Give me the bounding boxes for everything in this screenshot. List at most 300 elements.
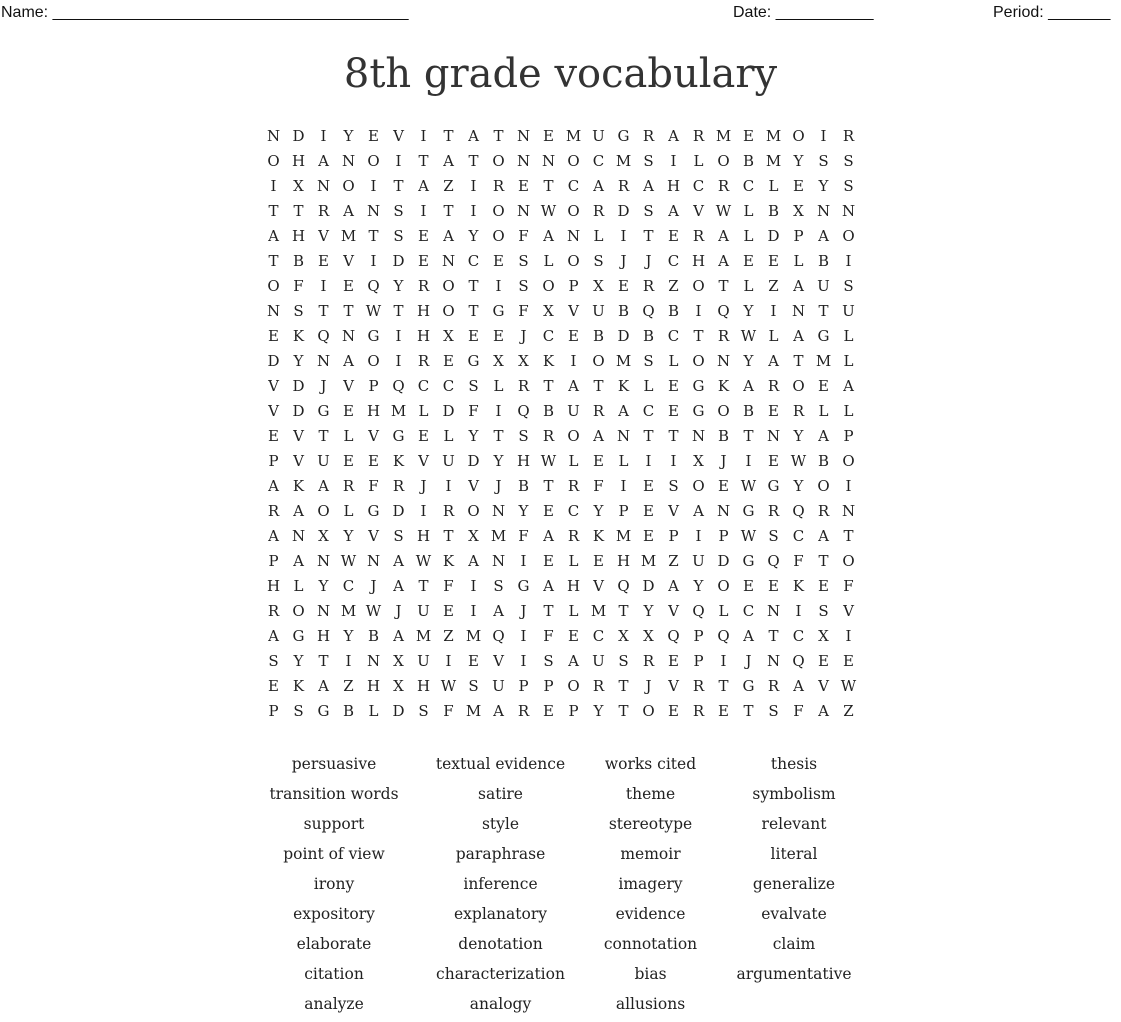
grid-letter: A — [618, 402, 629, 420]
grid-letter: Y — [693, 577, 704, 595]
grid-letter: D — [442, 402, 455, 420]
grid-letter: A — [318, 677, 329, 695]
grid-letter: T — [618, 602, 629, 620]
grid-letter: I — [420, 502, 427, 520]
grid-letter: A — [268, 527, 279, 545]
grid-letter: M — [490, 527, 507, 545]
grid-letter: N — [341, 152, 356, 170]
grid-letter: F — [368, 477, 379, 495]
grid-letter: N — [441, 252, 456, 270]
grid-letter: A — [593, 177, 604, 195]
grid-letter: T — [443, 202, 454, 220]
grid-letter: A — [718, 227, 729, 245]
grid-letter: X — [818, 627, 829, 645]
grid-letter: V — [293, 452, 304, 470]
grid-letter: L — [343, 502, 354, 520]
grid-letter: S — [468, 377, 479, 395]
grid-letter: O — [717, 402, 730, 420]
grid-letter: E — [343, 277, 354, 295]
grid-letter: A — [393, 552, 404, 570]
grid-letter: A — [768, 352, 779, 370]
grid-letter: G — [742, 502, 755, 520]
grid-letter: L — [768, 327, 779, 345]
grid-letter: O — [442, 277, 455, 295]
grid-letter: R — [767, 502, 780, 520]
grid-letter: V — [368, 427, 379, 445]
grid-letter: T — [268, 252, 279, 270]
grid-letter: X — [443, 327, 454, 345]
grid-letter: E — [443, 352, 454, 370]
grid-letter: N — [766, 602, 781, 620]
grid-row — [261, 249, 861, 274]
grid-letter: R — [517, 377, 530, 395]
grid-letter: F — [293, 277, 304, 295]
grid-letter: V — [568, 302, 579, 320]
grid-letter: C — [542, 327, 555, 345]
grid-letter: J — [495, 477, 502, 495]
grid-letter: E — [718, 702, 729, 720]
grid-letter: U — [817, 277, 830, 295]
grid-letter: H — [366, 402, 381, 420]
word-bank-item: transition words — [269, 785, 399, 803]
grid-letter: P — [268, 552, 279, 570]
word-bank-item: stereotype — [608, 815, 693, 833]
grid-letter: C — [417, 377, 430, 395]
grid-letter: E — [418, 252, 429, 270]
grid-letter: E — [743, 252, 754, 270]
grid-letter: I — [520, 552, 527, 570]
grid-letter: W — [365, 302, 382, 320]
grid-letter: E — [768, 577, 779, 595]
grid-letter: I — [620, 227, 627, 245]
grid-letter: F — [518, 227, 529, 245]
grid-letter: I — [645, 452, 652, 470]
grid-letter: N — [366, 652, 381, 670]
grid-letter: M — [465, 702, 482, 720]
grid-letter: C — [442, 377, 455, 395]
grid-letter: N — [816, 202, 831, 220]
grid-row — [261, 549, 861, 574]
grid-letter: N — [341, 327, 356, 345]
grid-letter: T — [643, 427, 654, 445]
word-bank-item: analogy — [469, 995, 532, 1013]
grid-letter: T — [543, 377, 554, 395]
grid-letter: D — [767, 227, 780, 245]
grid-letter: R — [267, 502, 280, 520]
grid-letter: E — [268, 677, 279, 695]
grid-letter: S — [518, 427, 529, 445]
grid-letter: D — [717, 552, 730, 570]
grid-letter: A — [393, 627, 404, 645]
grid-letter: L — [543, 252, 554, 270]
grid-letter: O — [567, 677, 580, 695]
grid-letter: Y — [468, 227, 479, 245]
grid-letter: E — [768, 252, 779, 270]
grid-letter: T — [318, 652, 329, 670]
grid-letter: Z — [768, 277, 779, 295]
grid-letter: T — [618, 702, 629, 720]
grid-letter: N — [766, 427, 781, 445]
grid-letter: T — [443, 127, 454, 145]
grid-letter: T — [543, 477, 554, 495]
grid-letter: S — [468, 677, 479, 695]
grid-letter: L — [343, 427, 354, 445]
grid-letter: A — [318, 152, 329, 170]
grid-letter: C — [567, 177, 580, 195]
word-bank-row — [259, 782, 879, 812]
grid-letter: E — [643, 477, 654, 495]
grid-letter: D — [292, 377, 305, 395]
grid-letter: T — [793, 352, 804, 370]
grid-row — [261, 274, 861, 299]
grid-letter: P — [693, 652, 704, 670]
grid-letter: L — [843, 402, 854, 420]
grid-letter: M — [640, 552, 657, 570]
grid-letter: P — [543, 677, 554, 695]
grid-letter: N — [516, 127, 531, 145]
grid-letter: O — [567, 252, 580, 270]
grid-letter: F — [843, 577, 854, 595]
grid-letter: U — [592, 652, 605, 670]
grid-letter: D — [292, 402, 305, 420]
grid-letter: I — [470, 602, 477, 620]
grid-letter: Y — [593, 702, 604, 720]
grid-letter: F — [468, 402, 479, 420]
grid-letter: J — [370, 577, 377, 595]
grid-letter: C — [567, 502, 580, 520]
grid-letter: I — [395, 327, 402, 345]
grid-letter: Z — [343, 677, 354, 695]
grid-letter: U — [692, 552, 705, 570]
grid-letter: A — [443, 227, 454, 245]
grid-letter: K — [292, 477, 305, 495]
grid-letter: A — [343, 352, 354, 370]
grid-letter: T — [818, 302, 829, 320]
grid-letter: B — [642, 327, 655, 345]
grid-letter: S — [393, 202, 404, 220]
grid-letter: R — [842, 127, 855, 145]
grid-letter: Z — [843, 702, 854, 720]
word-bank-item: evalvate — [761, 905, 827, 923]
period-field[interactable]: Period: _______ — [993, 4, 1111, 21]
grid-letter: B — [592, 327, 605, 345]
grid-letter: M — [340, 227, 357, 245]
word-bank-item: relevant — [761, 815, 827, 833]
grid-letter: H — [516, 452, 531, 470]
grid-letter: C — [692, 177, 705, 195]
grid-letter: X — [543, 302, 554, 320]
grid-letter: V — [668, 502, 679, 520]
grid-letter: S — [843, 177, 854, 195]
grid-letter: C — [792, 627, 805, 645]
grid-letter: A — [668, 202, 679, 220]
grid-letter: P — [693, 627, 704, 645]
grid-letter: M — [765, 127, 782, 145]
grid-letter: G — [767, 477, 780, 495]
grid-letter: T — [768, 627, 779, 645]
grid-letter: R — [692, 227, 705, 245]
grid-letter: E — [668, 377, 679, 395]
grid-letter: E — [343, 402, 354, 420]
grid-letter: Q — [667, 627, 680, 645]
grid-row — [261, 349, 861, 374]
grid-letter: O — [567, 202, 580, 220]
grid-letter: E — [843, 652, 854, 670]
word-bank-row — [259, 932, 879, 962]
grid-letter: R — [517, 702, 530, 720]
grid-letter: S — [818, 602, 829, 620]
grid-letter: V — [268, 402, 279, 420]
grid-letter: S — [843, 277, 854, 295]
grid-letter: C — [742, 177, 755, 195]
grid-row — [261, 624, 861, 649]
grid-letter: X — [593, 277, 604, 295]
grid-letter: S — [293, 302, 304, 320]
grid-letter: I — [695, 302, 702, 320]
name-field[interactable]: Name: ________________________________________ — [1, 4, 409, 21]
grid-row — [261, 374, 861, 399]
grid-letter: G — [817, 327, 830, 345]
grid-letter: K — [717, 377, 730, 395]
grid-letter: W — [740, 527, 757, 545]
grid-row — [261, 124, 861, 149]
grid-letter: I — [270, 177, 277, 195]
grid-letter: Z — [443, 177, 454, 195]
grid-row — [261, 699, 861, 724]
grid-letter: B — [617, 302, 630, 320]
grid-letter: N — [316, 177, 331, 195]
grid-letter: Y — [743, 302, 754, 320]
grid-letter: I — [670, 152, 677, 170]
grid-letter: I — [495, 277, 502, 295]
grid-letter: X — [493, 352, 504, 370]
grid-letter: T — [393, 302, 404, 320]
grid-letter: Y — [518, 502, 529, 520]
grid-letter: V — [293, 427, 304, 445]
grid-letter: I — [370, 177, 377, 195]
word-bank-item: inference — [463, 875, 538, 893]
grid-letter: E — [668, 402, 679, 420]
grid-letter: A — [293, 552, 304, 570]
grid-letter: L — [693, 152, 704, 170]
word-bank-item: bias — [634, 965, 667, 983]
grid-letter: C — [667, 252, 680, 270]
grid-letter: P — [618, 502, 629, 520]
grid-letter: Q — [767, 552, 780, 570]
grid-letter: X — [393, 652, 404, 670]
grid-letter: X — [643, 627, 654, 645]
grid-letter: D — [617, 327, 630, 345]
grid-letter: A — [268, 227, 279, 245]
word-bank-item: elaborate — [296, 935, 372, 953]
grid-letter: D — [392, 252, 405, 270]
grid-letter: B — [517, 477, 530, 495]
grid-letter: A — [493, 702, 504, 720]
grid-letter: H — [616, 552, 631, 570]
grid-letter: S — [593, 252, 604, 270]
grid-letter: R — [617, 177, 630, 195]
grid-letter: P — [368, 377, 379, 395]
grid-letter: C — [592, 152, 605, 170]
grid-letter: S — [818, 152, 829, 170]
word-bank-item: works cited — [604, 755, 697, 773]
grid-letter: T — [293, 202, 304, 220]
date-field[interactable]: Date: ___________ — [733, 4, 874, 21]
grid-row — [261, 424, 861, 449]
grid-letter: O — [792, 127, 805, 145]
grid-letter: G — [367, 327, 380, 345]
word-bank-item: memoir — [620, 845, 681, 863]
grid-letter: W — [365, 602, 382, 620]
grid-letter: A — [318, 477, 329, 495]
grid-letter: O — [367, 152, 380, 170]
grid-letter: E — [543, 552, 554, 570]
grid-letter: A — [543, 227, 554, 245]
grid-letter: R — [792, 402, 805, 420]
grid-letter: U — [442, 452, 455, 470]
grid-row — [261, 674, 861, 699]
grid-letter: X — [693, 452, 704, 470]
grid-letter: G — [692, 402, 705, 420]
word-bank-item: explanatory — [454, 905, 547, 923]
grid-letter: N — [366, 202, 381, 220]
grid-letter: E — [593, 452, 604, 470]
grid-letter: E — [343, 452, 354, 470]
grid-letter: O — [692, 352, 705, 370]
grid-letter: B — [742, 152, 755, 170]
grid-letter: R — [692, 677, 705, 695]
grid-letter: T — [843, 527, 854, 545]
grid-letter: J — [520, 602, 527, 620]
word-bank-item: paraphrase — [455, 845, 546, 863]
grid-row — [261, 649, 861, 674]
grid-letter: R — [592, 202, 605, 220]
grid-letter: S — [518, 277, 529, 295]
word-search-grid — [261, 124, 861, 724]
grid-letter: E — [743, 577, 754, 595]
grid-letter: O — [342, 177, 355, 195]
grid-letter: A — [268, 477, 279, 495]
grid-letter: J — [395, 602, 402, 620]
grid-letter: R — [642, 652, 655, 670]
grid-letter: U — [592, 302, 605, 320]
word-bank-item: style — [481, 815, 520, 833]
grid-letter: Y — [793, 477, 804, 495]
grid-letter: O — [792, 377, 805, 395]
grid-letter: A — [393, 577, 404, 595]
grid-letter: M — [715, 127, 732, 145]
grid-letter: A — [468, 127, 479, 145]
grid-letter: R — [592, 402, 605, 420]
grid-letter: I — [745, 452, 752, 470]
grid-letter: L — [568, 452, 579, 470]
grid-letter: J — [720, 452, 727, 470]
grid-letter: I — [720, 652, 727, 670]
grid-row — [261, 299, 861, 324]
grid-letter: A — [543, 527, 554, 545]
grid-letter: V — [468, 477, 479, 495]
grid-letter: L — [718, 602, 729, 620]
grid-letter: V — [668, 677, 679, 695]
grid-letter: O — [842, 452, 855, 470]
grid-letter: A — [718, 252, 729, 270]
grid-letter: V — [368, 527, 379, 545]
grid-letter: N — [791, 302, 806, 320]
grid-letter: K — [442, 552, 455, 570]
grid-letter: T — [468, 302, 479, 320]
grid-letter: V — [318, 227, 329, 245]
grid-letter: I — [395, 152, 402, 170]
grid-letter: E — [518, 177, 529, 195]
grid-letter: P — [568, 277, 579, 295]
grid-letter: J — [645, 252, 652, 270]
grid-letter: I — [845, 477, 852, 495]
grid-letter: I — [420, 127, 427, 145]
grid-letter: O — [492, 227, 505, 245]
grid-letter: I — [620, 477, 627, 495]
grid-letter: O — [492, 152, 505, 170]
grid-letter: B — [542, 402, 555, 420]
grid-letter: Y — [743, 352, 754, 370]
grid-letter: T — [443, 527, 454, 545]
word-bank-item: argumentative — [736, 965, 852, 983]
word-bank-item: symbolism — [752, 785, 836, 803]
grid-letter: O — [542, 277, 555, 295]
grid-letter: M — [415, 627, 432, 645]
grid-letter: P — [843, 427, 854, 445]
grid-letter: V — [818, 677, 829, 695]
grid-letter: P — [518, 677, 529, 695]
grid-letter: Z — [668, 277, 679, 295]
grid-letter: F — [443, 577, 454, 595]
grid-letter: T — [593, 377, 604, 395]
grid-letter: A — [468, 552, 479, 570]
grid-letter: H — [291, 227, 306, 245]
grid-letter: L — [668, 352, 679, 370]
grid-letter: T — [718, 277, 729, 295]
grid-letter: O — [567, 152, 580, 170]
grid-letter: N — [691, 427, 706, 445]
grid-letter: O — [717, 577, 730, 595]
word-bank-item: analyze — [304, 995, 364, 1013]
grid-letter: X — [468, 527, 479, 545]
grid-letter: E — [793, 177, 804, 195]
grid-letter: D — [292, 127, 305, 145]
grid-letter: E — [643, 502, 654, 520]
grid-letter: D — [617, 202, 630, 220]
grid-letter: Q — [617, 577, 630, 595]
grid-letter: Y — [343, 527, 354, 545]
grid-letter: A — [418, 177, 429, 195]
grid-letter: R — [567, 477, 580, 495]
grid-letter: G — [317, 402, 330, 420]
grid-letter: T — [468, 152, 479, 170]
word-bank-item — [709, 992, 879, 1022]
grid-letter: H — [366, 677, 381, 695]
grid-row — [261, 474, 861, 499]
grid-letter: K — [392, 452, 405, 470]
grid-row — [261, 574, 861, 599]
grid-letter: L — [768, 177, 779, 195]
word-bank-row — [259, 752, 879, 782]
grid-letter: L — [618, 452, 629, 470]
grid-letter: Q — [792, 652, 805, 670]
grid-letter: G — [742, 677, 755, 695]
grid-letter: E — [568, 327, 579, 345]
word-bank-item: textual evidence — [435, 755, 566, 773]
grid-letter: O — [842, 227, 855, 245]
grid-row — [261, 149, 861, 174]
